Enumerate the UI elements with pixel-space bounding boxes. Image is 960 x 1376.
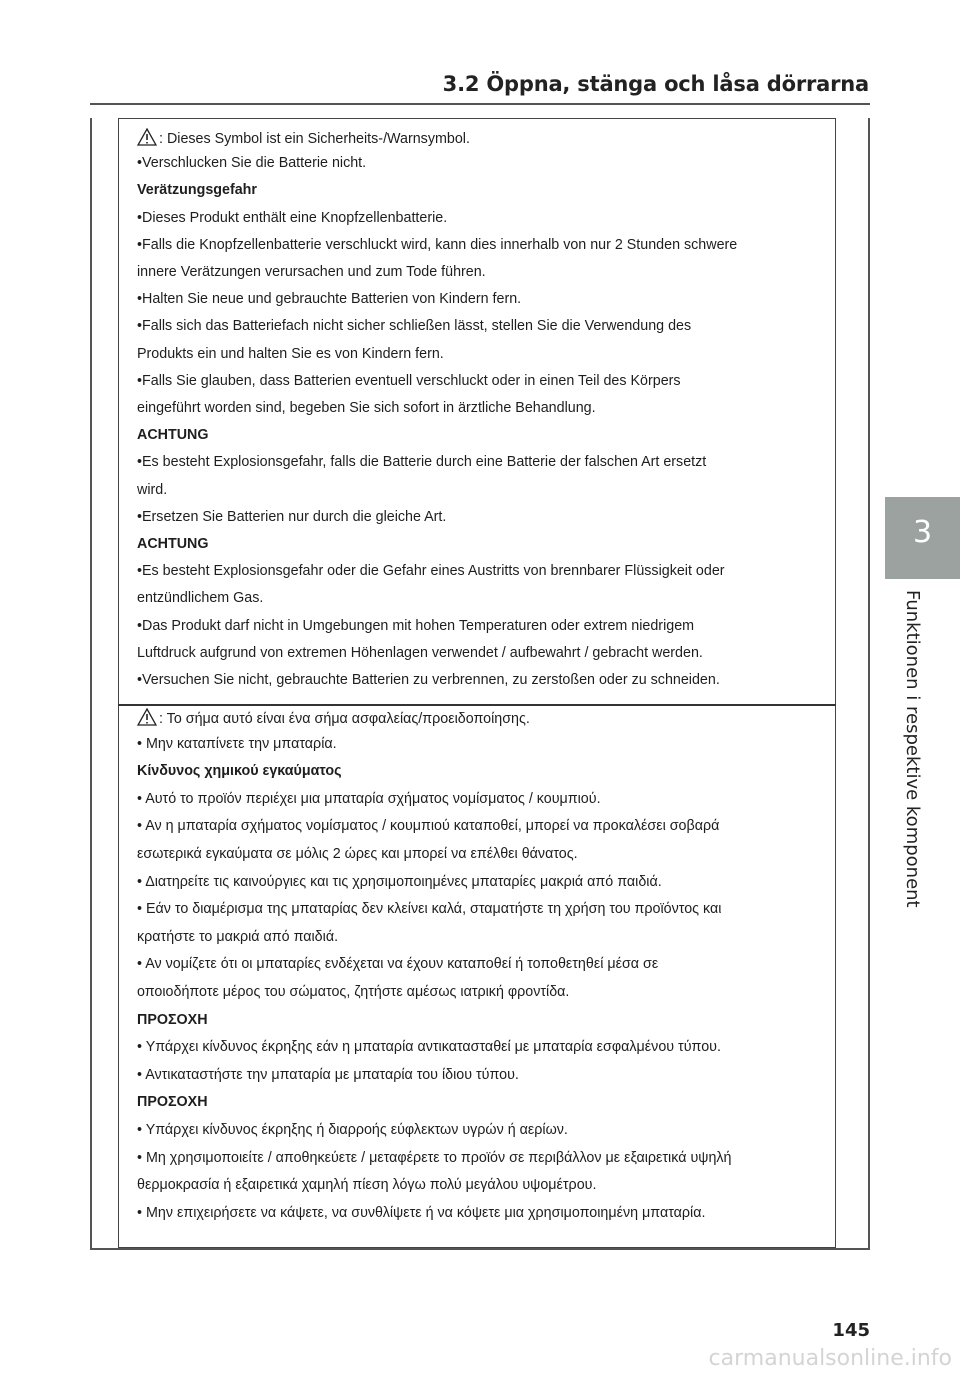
warning-text-line (137, 210, 447, 226)
warning-triangle-icon (137, 708, 157, 726)
line-text: Verätzungsgefahr (137, 182, 257, 199)
warning-text-line (137, 563, 725, 579)
warning-text-line (137, 1122, 568, 1138)
warning-text-line (137, 454, 706, 470)
warning-text-line (137, 1039, 721, 1055)
warning-text-line (137, 237, 737, 253)
line-text: Κίνδυνος χημικού εγκαύματος (137, 763, 342, 780)
line-text: • Μην επιχειρήσετε να κάψετε, να συνθλίψετε ή να κόψετε μια χρησιμοποιημένη μπαταρία. (137, 1204, 706, 1221)
line-text: • Εάν το διαμέρισμα της μπαταρίας δεν κλείνει καλά, σταματήστε τη χρήση του προϊόντος και (137, 901, 722, 918)
line-text: Produkts ein und halten Sie es von Kindern fern. (137, 345, 444, 362)
warning-text-line (137, 672, 720, 688)
line-text: •Verschlucken Sie die Batterie nicht. (137, 155, 367, 172)
watermark: carmanualsonline.info (708, 1346, 952, 1371)
line-text: ACHTUNG (137, 427, 209, 444)
line-text: ΠΡΟΣΟΧΗ (137, 1011, 208, 1028)
outer-border-left (90, 118, 92, 1249)
warning-text-line (137, 346, 444, 362)
warning-text-line (137, 874, 662, 890)
warning-text-line (137, 373, 681, 389)
warning-text-line (137, 901, 721, 917)
warning-text-line (137, 1205, 705, 1221)
line-text: entzündlichem Gas. (137, 590, 264, 607)
page-header-title: 3.2 Öppna, stänga och låsa dörrarna (442, 72, 869, 96)
line-text: θερμοκρασία ή εξαιρετικά χαμηλή πίεση λόγω πολύ μεγάλου υψομέτρου. (137, 1177, 597, 1194)
line-text: •Dieses Produkt enthält eine Knopfzellenbatterie. (137, 209, 448, 226)
warning-text-line (137, 128, 470, 147)
line-text: : Το σήμα αυτό είναι ένα σήμα ασφαλείας/προειδοποίησης. (159, 711, 530, 727)
language-divider (118, 704, 836, 706)
warning-text-line (137, 846, 578, 862)
warning-text-line (137, 264, 486, 280)
warning-text-line (137, 956, 658, 972)
line-text: •Versuchen Sie nicht, gebrauchte Batterien zu verbrennen, zu zerstoßen oder zu schneiden. (137, 672, 720, 688)
warning-text-line (137, 318, 691, 334)
outer-border-bottom (90, 1248, 870, 1250)
line-text: wird. (137, 481, 168, 498)
warning-text-line (137, 818, 719, 834)
line-text: εσωτερικά εγκαύματα σε μόλις 2 ώρες και μπορεί να επέλθει θάνατος. (137, 846, 578, 862)
line-text: • Αν η μπαταρία σχήματος νομίσματος / κουμπιού καταποθεί, μπορεί να προκαλέσει σοβαρά (137, 818, 720, 835)
warning-text-line (137, 984, 569, 1000)
line-text: • Αυτό το προϊόν περιέχει μια μπαταρία σχήματος νομίσματος / κουμπιού. (137, 790, 601, 807)
chapter-tab (885, 497, 960, 579)
line-text: •Das Produkt darf nicht in Umgebungen mit hohen Temperaturen oder extrem niedrigem (137, 617, 695, 634)
warning-text-line (137, 590, 263, 606)
outer-border-right (868, 118, 870, 1249)
line-text: • Αν νομίζετε ότι οι μπαταρίες ενδέχεται να έχουν καταποθεί ή τοποθετηθεί μέσα σε (137, 956, 659, 973)
warning-heading (137, 182, 257, 198)
line-text: •Ersetzen Sie Batterien nur durch die gleiche Art. (137, 508, 447, 525)
line-text: • Διατηρείτε τις καινούργιες και τις χρησιμοποιημένες μπαταρίες μακριά από παιδιά. (137, 873, 662, 890)
line-text: •Falls Sie glauben, dass Batterien eventuell verschluckt oder in einen Teil des Körpers (137, 372, 681, 389)
chapter-number: 3 (912, 515, 933, 550)
line-text: •Es besteht Explosionsgefahr, falls die Batterie durch eine Batterie der falschen Art ersetzt (137, 454, 707, 471)
warning-heading (137, 1094, 208, 1110)
line-text: • Αντικαταστήστε την μπαταρία με μπαταρία του ίδιου τύπου. (137, 1066, 519, 1083)
line-text: • Μη χρησιμοποιείτε / αποθηκεύετε / μεταφέρετε το προϊόν σε περιβάλλον με εξαιρετικά υψηλή (137, 1149, 732, 1166)
line-text: •Es besteht Explosionsgefahr oder die Gefahr eines Austritts von brennbarer Flüssigkeit oder (137, 563, 725, 580)
warning-heading (137, 536, 208, 552)
warning-heading (137, 763, 342, 779)
line-text: • Μην καταπίνετε την μπαταρία. (137, 735, 337, 752)
warning-text-line (137, 482, 167, 498)
chapter-label: Funktionen i respektive komponent (902, 590, 923, 908)
line-text: ΠΡΟΣΟΧΗ (137, 1094, 208, 1111)
line-text: innere Verätzungen verursachen und zum Tode führen. (137, 264, 486, 280)
header-rule (90, 103, 870, 105)
line-text: •Falls sich das Batteriefach nicht sicher schließen lässt, stellen Sie die Verwendung des (137, 318, 692, 335)
warning-text-line (137, 645, 703, 661)
warning-text-line (137, 791, 601, 807)
warning-heading (137, 427, 208, 443)
line-text: κρατήστε το μακριά από παιδιά. (137, 928, 339, 945)
warning-heading (137, 1012, 208, 1028)
line-text: •Halten Sie neue und gebrauchte Batterien von Kindern fern. (137, 291, 522, 308)
line-text: Luftdruck aufgrund von extremen Höhenlagen verwendet / aufbewahrt / gebracht werden. (137, 644, 703, 661)
line-text: •Falls die Knopfzellenbatterie verschluckt wird, kann dies innerhalb von nur 2 Stunden schwere (137, 236, 738, 253)
warning-text-line (137, 1150, 732, 1166)
warning-text-line (137, 291, 521, 307)
warning-text-line (137, 1177, 596, 1193)
line-text: • Υπάρχει κίνδυνος έκρηξης ή διαρροής εύφλεκτων υγρών ή αερίων. (137, 1122, 568, 1138)
warning-text-line (137, 400, 596, 416)
line-text: • Υπάρχει κίνδυνος έκρηξης εάν η μπαταρία αντικατασταθεί με μπαταρία εσφαλμένου τύπου. (137, 1039, 721, 1056)
warning-text-line (137, 509, 446, 525)
warning-text-line (137, 618, 694, 634)
line-text: οποιοδήποτε μέρος του σώματος, ζητήστε αμέσως ιατρική φροντίδα. (137, 984, 570, 1000)
line-text: eingeführt worden sind, begeben Sie sich sofort in ärztliche Behandlung. (137, 400, 596, 416)
page-number: 145 (832, 1320, 870, 1341)
warning-text-line (137, 155, 366, 171)
warning-text-line (137, 736, 337, 752)
warning-text-line (137, 929, 338, 945)
line-text: : Dieses Symbol ist ein Sicherheits-/Warnsymbol. (159, 131, 470, 147)
line-text: ACHTUNG (137, 536, 209, 552)
warning-triangle-icon (137, 128, 157, 146)
warning-text-line (137, 708, 530, 727)
warning-text-line (137, 1067, 519, 1083)
